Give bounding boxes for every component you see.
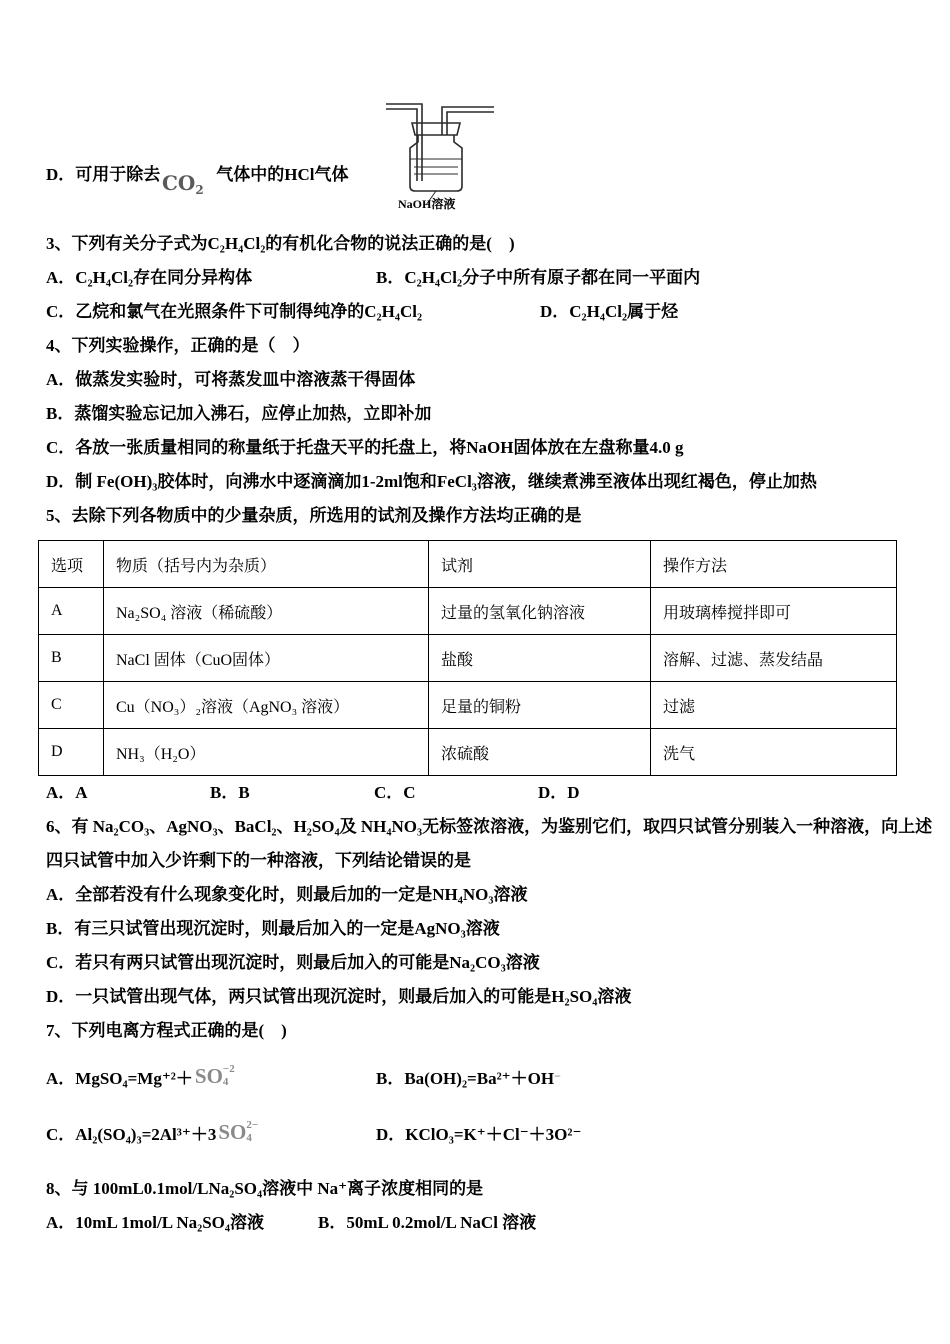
question-6-stem-line1: 6、有 Na₂CO₃、AgNO₃、BaCl₂、H₂SO₄及 NH₄NO₃无标签浓溶液，为鉴别它们，取四只试管分别装入一种溶液，向上述 — [46, 817, 933, 836]
formula-co2-base: CO — [162, 171, 196, 195]
question-5-options — [46, 776, 920, 810]
table-row — [39, 588, 897, 635]
question-8-option-b: B．50mL 0.2mol/L NaCl 溶液 — [318, 1213, 537, 1232]
so4-sup: −2 — [222, 1063, 235, 1076]
question-4-stem: 4、下列实验操作，正确的是（ ） — [46, 336, 310, 355]
question-5-option-d: D．D — [538, 783, 580, 802]
cell-substance: NH₃（H₂O） — [104, 729, 429, 776]
cell-method: 溶解、过滤、蒸发结晶 — [651, 635, 897, 682]
cell-method: 过滤 — [651, 682, 897, 729]
question-7-option-d: D．KClO₃=K⁺＋Cl⁻＋3O²⁻ — [376, 1124, 582, 1144]
cell-method: 用玻璃棒搅拌即可 — [651, 588, 897, 635]
gas-washing-bottle-figure — [376, 95, 500, 207]
question-3-options-cd — [46, 295, 920, 329]
header-reagent: 试剂 — [429, 541, 651, 588]
so4-sup: 2− — [246, 1119, 259, 1132]
question-6-option-a: A．全部若没有什么现象变化时，则最后加的一定是NH₄NO₃溶液 — [46, 885, 528, 904]
option-d-prefix: D．可用于除去 — [46, 165, 161, 184]
purification-table — [38, 540, 897, 776]
table-row — [39, 635, 897, 682]
cell-substance: NaCl 固体（CuO固体） — [104, 635, 429, 682]
question-4-option-b: B．蒸馏实验忘记加入沸石，应停止加热，立即补加 — [46, 404, 432, 423]
oh-minus-sup: − — [554, 1068, 561, 1083]
header-substance: 物质（括号内为杂质） — [104, 541, 429, 588]
question-7-option-c — [46, 1119, 376, 1144]
option-d-suffix: 气体中的HCl气体 — [216, 165, 349, 184]
cell-method: 洗气 — [651, 729, 897, 776]
formula-co2-sub: 2 — [195, 183, 204, 197]
table-row — [39, 682, 897, 729]
question-2-figure-section — [46, 95, 920, 227]
header-method: 操作方法 — [651, 541, 897, 588]
cell-option: C — [39, 682, 104, 729]
so4-sub: 4 — [222, 1076, 229, 1088]
question-6-stem-line2: 四只试管中加入少许剩下的一种溶液，下列结论错误的是 — [46, 851, 471, 870]
cell-reagent: 盐酸 — [429, 635, 651, 682]
table-header-row — [39, 541, 897, 588]
equation-a-text: A．MgSO₄=Mg⁺²＋ — [46, 1068, 193, 1088]
question-3-option-c: C．乙烷和氯气在光照条件下可制得纯净的C₂H₄Cl₂ — [46, 302, 423, 321]
figure-caption-naoh: NaOH溶液 — [398, 197, 456, 211]
question-7-option-a — [46, 1063, 376, 1088]
cell-option: B — [39, 635, 104, 682]
question-5-option-b: B．B — [210, 783, 250, 802]
question-6-option-c: C．若只有两只试管出现沉淀时，则最后加入的可能是Na₂CO₃溶液 — [46, 953, 540, 972]
question-4-option-d: D．制 Fe(OH)₃胶体时，向沸水中逐滴滴加1-2ml饱和FeCl₃溶液，继续煮沸至液体出现红褐色，停止加热 — [46, 472, 817, 491]
question-3-option-b: B．C₂H₄Cl₂分子中所有原子都在同一平面内 — [376, 268, 701, 287]
question-5-stem: 5、去除下列各物质中的少量杂质，所选用的试剂及操作方法均正确的是 — [46, 506, 582, 525]
so4-base: SO — [194, 1063, 223, 1088]
question-4-option-a: A．做蒸发实验时，可将蒸发皿中溶液蒸干得固体 — [46, 370, 416, 389]
question-6-option-d: D．一只试管出现气体，两只试管出现沉淀时，则最后加入的可能是H₂SO₄溶液 — [46, 987, 632, 1006]
question-7-options-ab — [46, 1048, 920, 1104]
question-8-options-ab — [46, 1206, 920, 1240]
formula-co2 — [162, 171, 204, 197]
so4-sub: 4 — [246, 1132, 252, 1144]
question-5-option-c: C．C — [374, 783, 416, 802]
question-3-options-ab — [46, 261, 920, 295]
cell-option: A — [39, 588, 104, 635]
formula-so4-icon — [195, 1063, 235, 1088]
question-3-option-a: A．C₂H₄Cl₂存在同分异构体 — [46, 268, 253, 287]
formula-so4-icon — [218, 1119, 258, 1144]
cell-substance: Na₂SO₄ 溶液（稀硫酸） — [104, 588, 429, 635]
question-7-option-b — [376, 1064, 561, 1089]
header-option: 选项 — [39, 541, 104, 588]
question-3-stem: 3、下列有关分子式为C₂H₄Cl₂的有机化合物的说法正确的是( ) — [46, 234, 515, 253]
question-6-option-b: B．有三只试管出现沉淀时，则最后加入的一定是AgNO₃溶液 — [46, 919, 500, 938]
table-row — [39, 729, 897, 776]
question-7-options-cd — [46, 1104, 920, 1160]
question-7-stem: 7、下列电离方程式正确的是( ) — [46, 1021, 287, 1040]
equation-b-text: B．Ba(OH)₂=Ba²⁺＋OH — [376, 1068, 555, 1088]
cell-substance: Cu（NO₃）₂溶液（AgNO₃ 溶液） — [104, 682, 429, 729]
equation-c-text: C．Al₂(SO₄)₃=2Al³⁺＋3 — [46, 1124, 217, 1144]
question-3-option-d: D．C₂H₄Cl₂属于烃 — [540, 302, 679, 321]
cell-reagent: 足量的铜粉 — [429, 682, 651, 729]
question-4-option-c: C．各放一张质量相同的称量纸于托盘天平的托盘上，将NaOH固体放在左盘称量4.0 g — [46, 438, 684, 457]
question-5-option-a: A．A — [46, 783, 88, 802]
question-8-stem: 8、与 100mL0.1mol/LNa₂SO₄溶液中 Na⁺离子浓度相同的是 — [46, 1179, 484, 1198]
question-8-option-a: A．10mL 1mol/L Na₂SO₄溶液 — [46, 1213, 264, 1232]
cell-reagent: 过量的氢氧化钠溶液 — [429, 588, 651, 635]
cell-reagent: 浓硫酸 — [429, 729, 651, 776]
so4-base: SO — [218, 1119, 247, 1144]
cell-option: D — [39, 729, 104, 776]
